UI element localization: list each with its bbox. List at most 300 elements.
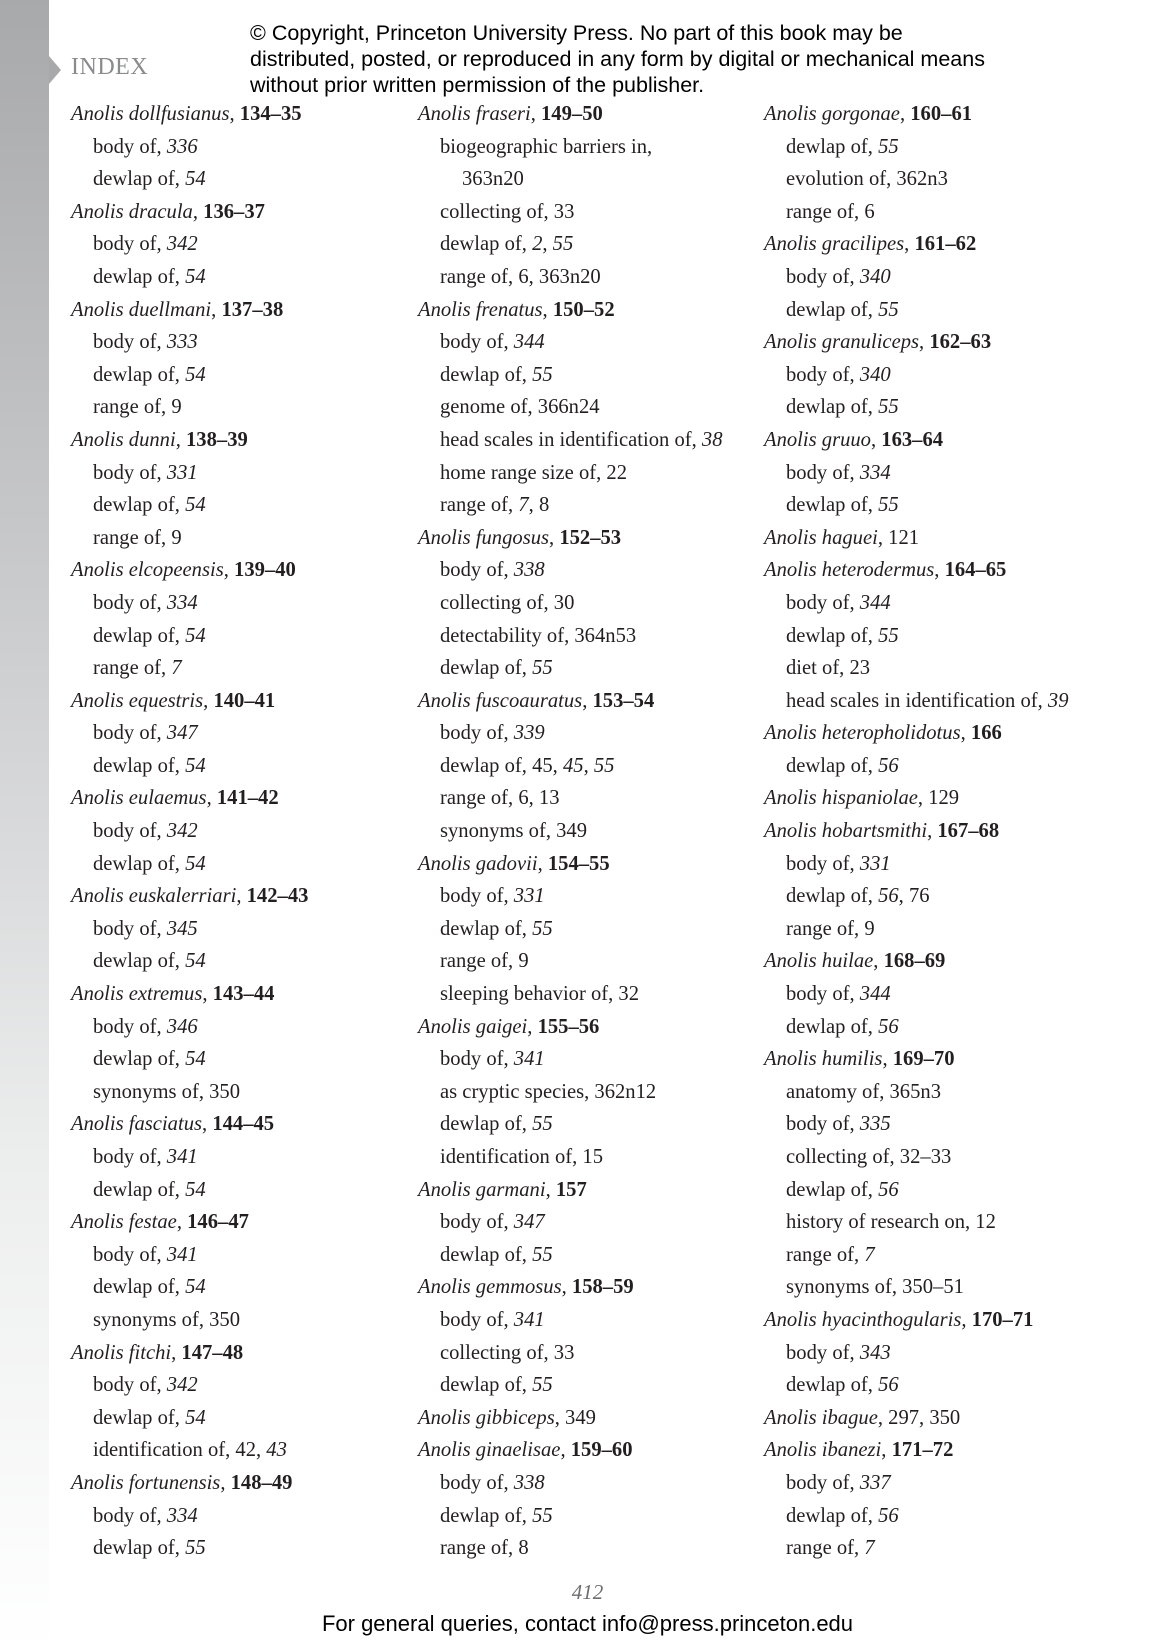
italic-text: Anolis hyacinthogularis <box>764 1308 962 1331</box>
entry-text: dewlap of, <box>786 494 879 517</box>
index-subentry <box>418 1141 723 1174</box>
index-main-entry <box>764 717 1069 750</box>
entry-text: dewlap of, <box>786 298 879 321</box>
italic-text: 54 <box>185 168 206 191</box>
entry-text: , <box>202 1113 213 1136</box>
index-subentry <box>418 782 723 815</box>
index-main-entry <box>764 424 1069 457</box>
index-subentry <box>418 228 723 261</box>
index-subentry <box>71 522 308 555</box>
index-column-1 <box>71 98 308 1565</box>
entry-text: dewlap of, <box>93 1178 186 1201</box>
entry-text: synonyms of, 349 <box>440 820 588 843</box>
entry-text: body of, <box>786 265 860 288</box>
italic-text: 344 <box>513 331 545 354</box>
index-main-entry <box>71 196 308 229</box>
entry-text: dewlap of, <box>93 1276 186 1299</box>
index-subentry <box>71 1304 308 1337</box>
entry-text: body of, <box>93 1374 167 1397</box>
entry-text: body of, <box>93 1243 167 1266</box>
italic-text: 340 <box>859 265 891 288</box>
entry-text: , <box>223 559 235 582</box>
italic-text: Anolis equestris <box>71 689 204 712</box>
entry-text: , <box>904 233 915 256</box>
italic-text: 54 <box>185 624 206 647</box>
italic-text: Anolis extremus <box>71 983 203 1006</box>
index-subentry <box>71 228 308 261</box>
entry-text: anatomy of, 365n3 <box>786 1080 941 1103</box>
index-subentry <box>418 1532 723 1565</box>
entry-text: dewlap of, 45, <box>440 754 563 777</box>
entry-text: range of, 6, 363n20 <box>440 265 601 288</box>
index-subentry <box>71 1402 308 1435</box>
entry-text: , <box>549 526 560 549</box>
entry-text: body of, <box>440 331 514 354</box>
entry-text: , <box>934 559 945 582</box>
page-range: 167–68 <box>937 820 1000 843</box>
italic-text: 2 <box>532 233 543 256</box>
index-side-tab <box>0 0 49 1650</box>
italic-text: 331 <box>513 885 545 908</box>
index-main-entry <box>71 1108 308 1141</box>
entry-text: synonyms of, 350 <box>93 1308 241 1331</box>
italic-text: Anolis festae <box>71 1211 177 1234</box>
index-subentry <box>71 457 308 490</box>
index-subentry <box>71 1011 308 1044</box>
entry-text: dewlap of, <box>440 1374 533 1397</box>
page-range: 169–70 <box>892 1048 955 1071</box>
italic-text: Anolis fuscoauratus <box>418 689 583 712</box>
page-range: 162–63 <box>929 331 992 354</box>
entry-text: body of, <box>93 917 167 940</box>
entry-text: detectability of, 364n53 <box>440 624 637 647</box>
page-range: 163–64 <box>881 428 944 451</box>
index-subentry <box>71 1434 308 1467</box>
entry-text: range of, <box>786 1537 865 1560</box>
entry-text: history of research on, 12 <box>786 1211 996 1234</box>
entry-text: , <box>545 1178 556 1201</box>
index-subentry <box>764 750 1069 783</box>
italic-text: Anolis ibague <box>764 1406 878 1429</box>
page-range: 152–53 <box>559 526 622 549</box>
entry-text: dewlap of, <box>93 1406 186 1429</box>
italic-text: 342 <box>166 820 198 843</box>
index-subentry <box>71 1043 308 1076</box>
entry-text: body of, <box>786 1341 860 1364</box>
entry-text: , <box>229 103 240 125</box>
entry-text: , <box>561 1276 572 1299</box>
italic-text: 341 <box>513 1308 545 1331</box>
index-subentry <box>764 1076 1069 1109</box>
italic-text: 55 <box>185 1537 206 1560</box>
italic-text: 55 <box>552 233 574 256</box>
entry-text: range of, 9 <box>93 526 182 549</box>
italic-text: Anolis huilae <box>764 950 874 973</box>
entry-text: , <box>220 1471 231 1494</box>
entry-text: body of, <box>786 983 860 1006</box>
page-range: 141–42 <box>216 787 279 810</box>
entry-text: collecting of, 32–33 <box>786 1146 952 1168</box>
entry-text: dewlap of, <box>93 1048 186 1071</box>
entry-text: body of, <box>93 1146 167 1168</box>
index-subentry <box>764 620 1069 653</box>
index-subentry <box>764 1011 1069 1044</box>
entry-text: body of, <box>93 1015 167 1038</box>
entry-text: , <box>202 983 213 1006</box>
italic-text: 54 <box>185 1178 206 1201</box>
index-subentry <box>764 1141 1069 1174</box>
italic-text: 341 <box>513 1048 545 1071</box>
italic-text: 56 <box>878 1374 899 1397</box>
page-range: 166 <box>970 722 1002 745</box>
italic-text: 338 <box>513 1471 545 1494</box>
entry-text: dewlap of, <box>440 657 533 680</box>
index-subentry <box>764 978 1069 1011</box>
index-subentry <box>418 1206 723 1239</box>
index-subentry <box>418 620 723 653</box>
entry-text: biogeographic barriers in, <box>440 135 653 158</box>
entry-text: , <box>899 103 911 125</box>
index-subentry <box>71 261 308 294</box>
index-subentry <box>764 652 1069 685</box>
index-subentry <box>764 163 1069 196</box>
italic-text: Anolis fasciatus <box>71 1113 203 1136</box>
index-subentry <box>71 620 308 653</box>
italic-text: 342 <box>166 233 198 256</box>
entry-text: , <box>881 1439 892 1462</box>
italic-text: 55 <box>878 298 899 321</box>
page-range: 149–50 <box>541 103 603 125</box>
entry-text: dewlap of, <box>93 363 186 386</box>
index-subentry <box>764 489 1069 522</box>
italic-text: 55 <box>532 1374 553 1397</box>
index-subentry <box>71 750 308 783</box>
italic-text: Anolis gemmosus <box>418 1276 562 1299</box>
index-subentry <box>418 359 723 392</box>
entry-text: evolution of, 362n3 <box>786 168 948 191</box>
italic-text: 38 <box>701 428 723 451</box>
section-tab-arrow-icon <box>49 56 61 84</box>
entry-text: body of, <box>786 1113 860 1136</box>
italic-text: 335 <box>859 1113 891 1136</box>
italic-text: 345 <box>166 917 198 940</box>
italic-text: Anolis gracilipes <box>764 233 905 256</box>
entry-text: , <box>537 852 548 875</box>
italic-text: 55 <box>532 657 553 680</box>
italic-text: Anolis heterodermus <box>764 559 935 582</box>
page-range: 154–55 <box>547 852 610 875</box>
italic-text: Anolis haguei <box>764 526 878 549</box>
italic-text: 55 <box>532 1113 553 1136</box>
index-subentry <box>71 131 308 164</box>
entry-text: dewlap of, <box>440 917 533 940</box>
italic-text: Anolis gruuo <box>764 428 871 451</box>
index-subentry <box>418 945 723 978</box>
index-main-entry <box>764 782 1069 815</box>
italic-text: 55 <box>878 624 899 647</box>
italic-text: 54 <box>185 852 206 875</box>
index-subentry <box>71 652 308 685</box>
entry-text: collecting of, 33 <box>440 200 575 223</box>
entry-text: range of, <box>440 494 519 517</box>
footer-contact: For general queries, contact info@press.princeton.edu <box>321 1611 854 1636</box>
entry-text: range of, 9 <box>440 950 529 973</box>
italic-text: Anolis dracula <box>71 200 193 223</box>
italic-text: Anolis gadovii <box>418 852 538 875</box>
italic-text: 55 <box>532 1243 553 1266</box>
index-subentry <box>764 1500 1069 1533</box>
index-subentry <box>71 815 308 848</box>
index-main-entry <box>71 1467 308 1500</box>
entry-text: head scales in identification of, <box>786 689 1048 712</box>
entry-text: , <box>870 428 882 451</box>
italic-text: Anolis gibbiceps <box>418 1406 555 1429</box>
entry-text: genome of, 366n24 <box>440 396 600 419</box>
italic-text: 339 <box>513 722 545 745</box>
page-range: 157 <box>555 1178 587 1201</box>
index-subentry <box>418 424 723 457</box>
index-subentry <box>71 1174 308 1207</box>
italic-text: 331 <box>859 852 891 875</box>
italic-text: 344 <box>859 591 891 614</box>
index-main-entry <box>418 1011 723 1044</box>
page-range: 140–41 <box>213 689 276 712</box>
index-main-entry <box>764 815 1069 848</box>
italic-text: 347 <box>166 722 198 745</box>
entry-text: range of, 8 <box>440 1537 529 1560</box>
index-main-entry <box>71 880 308 913</box>
italic-text: Anolis fortunensis <box>71 1471 221 1494</box>
page-range: 144–45 <box>212 1113 275 1136</box>
entry-text: body of, <box>93 331 167 354</box>
entry-text: range of, 6 <box>786 200 875 223</box>
index-main-entry <box>418 1434 723 1467</box>
italic-text: 55 <box>593 754 615 777</box>
italic-text: 346 <box>166 1015 198 1038</box>
entry-text: body of, <box>440 1471 514 1494</box>
page-range: 139–40 <box>234 559 296 582</box>
italic-text: 342 <box>166 1374 198 1397</box>
entry-text: body of, <box>93 461 167 484</box>
index-main-entry <box>418 522 723 555</box>
italic-text: 54 <box>185 1048 206 1071</box>
index-subentry <box>764 685 1069 718</box>
entry-text: dewlap of, <box>440 1113 533 1136</box>
entry-text: dewlap of, <box>93 754 186 777</box>
entry-text: dewlap of, <box>93 950 186 973</box>
index-column-3 <box>764 98 1069 1565</box>
italic-text: Anolis gaigei <box>418 1015 528 1038</box>
entry-text: , <box>873 950 884 973</box>
page-range: 143–44 <box>212 983 275 1006</box>
entry-text: body of, <box>786 591 860 614</box>
entry-text: body of, <box>93 135 167 158</box>
entry-text: body of, <box>440 1211 514 1234</box>
entry-text: range of, 9 <box>93 396 182 419</box>
entry-text: dewlap of, <box>786 1178 879 1201</box>
page-range: 171–72 <box>891 1439 954 1462</box>
italic-text: Anolis hispaniolae <box>764 787 918 810</box>
page-range: 146–47 <box>187 1211 249 1234</box>
index-subentry <box>764 196 1069 229</box>
page-range: 136–37 <box>203 200 265 223</box>
index-subentry <box>764 1337 1069 1370</box>
index-subentry <box>71 1500 308 1533</box>
entry-text: body of, <box>440 885 514 908</box>
index-subentry <box>764 391 1069 424</box>
index-subentry <box>71 913 308 946</box>
page-range: 168–69 <box>883 950 946 973</box>
index-subentry <box>71 1141 308 1174</box>
running-head: INDEX <box>71 54 149 80</box>
index-subentry <box>764 294 1069 327</box>
index-subentry <box>418 391 723 424</box>
index-subentry <box>764 1108 1069 1141</box>
italic-text: 54 <box>185 754 206 777</box>
entry-text: body of, <box>440 1048 514 1071</box>
italic-text: Anolis fraseri <box>418 103 531 125</box>
italic-text: Anolis fitchi <box>71 1341 172 1364</box>
entry-text: synonyms of, 350 <box>93 1080 241 1103</box>
italic-text: 347 <box>513 1211 545 1234</box>
entry-text: body of, <box>440 559 514 582</box>
page-range: 134–35 <box>239 103 302 125</box>
italic-text: 56 <box>878 1015 899 1038</box>
entry-text: body of, <box>786 852 860 875</box>
entry-text: as cryptic species, 362n12 <box>440 1080 657 1103</box>
italic-text: 337 <box>859 1471 891 1494</box>
index-main-entry <box>764 98 1069 131</box>
index-subentry <box>418 1304 723 1337</box>
italic-text: 54 <box>185 1276 206 1299</box>
italic-text: Anolis eulaemus <box>71 787 207 810</box>
italic-text: Anolis dunni <box>71 428 176 451</box>
entry-text: , <box>960 722 971 745</box>
entry-text: dewlap of, <box>93 494 186 517</box>
entry-text: dewlap of, <box>440 1243 533 1266</box>
italic-text: 7 <box>864 1243 875 1266</box>
index-main-entry <box>764 326 1069 359</box>
italic-text: 55 <box>878 396 899 419</box>
italic-text: 54 <box>185 265 206 288</box>
italic-text: 338 <box>513 559 545 582</box>
index-subentry <box>418 652 723 685</box>
index-main-entry <box>418 1174 723 1207</box>
italic-text: 54 <box>185 363 206 386</box>
italic-text: Anolis euskalerriari <box>71 885 237 908</box>
index-main-entry <box>71 1206 308 1239</box>
page-number: 412 <box>571 1580 604 1604</box>
italic-text: 340 <box>859 363 891 386</box>
index-subentry <box>418 750 723 783</box>
index-subentry <box>71 391 308 424</box>
index-main-entry <box>418 685 723 718</box>
italic-text: 56 <box>878 885 899 908</box>
index-main-entry <box>418 1402 723 1435</box>
index-subentry <box>418 261 723 294</box>
italic-text: 333 <box>166 331 198 354</box>
entry-text: body of, <box>93 1504 167 1527</box>
entry-text: collecting of, 30 <box>440 591 575 614</box>
italic-text: Anolis ibanezi <box>764 1439 882 1462</box>
entry-text: , 121 <box>877 526 920 549</box>
entry-text: diet of, 23 <box>786 657 871 680</box>
entry-text: , <box>206 787 217 810</box>
page-range: 160–61 <box>910 103 973 125</box>
entry-text: range of, <box>93 657 172 680</box>
page-range: 158–59 <box>571 1276 634 1299</box>
page-range: 138–39 <box>186 428 248 451</box>
entry-text: body of, <box>440 1308 514 1331</box>
entry-text: synonyms of, 350–51 <box>786 1276 964 1299</box>
italic-text: 7 <box>518 494 529 517</box>
entry-text: home range size of, 22 <box>440 461 627 484</box>
entry-text: body of, <box>786 363 860 386</box>
italic-text: Anolis humilis <box>764 1048 883 1071</box>
entry-text: body of, <box>440 722 514 745</box>
italic-text: 334 <box>166 1504 198 1527</box>
entry-text: , <box>176 1211 188 1234</box>
entry-text: dewlap of, <box>786 624 879 647</box>
entry-text: dewlap of, <box>93 265 186 288</box>
page-range: 170–71 <box>971 1308 1034 1331</box>
index-main-entry <box>71 782 308 815</box>
copyright-notice: © Copyright, Princeton University Press. No part of this book may be distributed, posted, or reproduced in any form by digital or mechanical means without prior written permission of the publisher. <box>250 21 985 97</box>
index-subentry <box>418 587 723 620</box>
page-range: 147–48 <box>181 1341 244 1364</box>
index-subentry <box>71 163 308 196</box>
index-main-entry <box>418 1271 723 1304</box>
entry-text: , 297, 350 <box>877 1406 961 1429</box>
entry-text: sleeping behavior of, 32 <box>440 983 640 1006</box>
entry-text: dewlap of, <box>786 754 879 777</box>
entry-text: dewlap of, <box>786 1374 879 1397</box>
italic-text: Anolis dollfusianus <box>71 103 230 125</box>
entry-text: , <box>927 820 938 843</box>
italic-text: 54 <box>185 494 206 517</box>
index-main-entry <box>764 1043 1069 1076</box>
index-subentry <box>418 978 723 1011</box>
index-subentry <box>418 196 723 229</box>
entry-text: , <box>882 1048 893 1071</box>
entry-text: , <box>582 689 593 712</box>
index-subentry <box>418 815 723 848</box>
italic-text: 7 <box>864 1537 875 1560</box>
italic-text: Anolis gorgonae <box>764 103 900 125</box>
entry-text: body of, <box>93 820 167 843</box>
index-main-entry <box>764 1434 1069 1467</box>
entry-text: , 129 <box>917 787 960 810</box>
entry-text: dewlap of, <box>786 396 879 419</box>
entry-text: head scales in identification of, <box>440 428 702 451</box>
index-subentry <box>71 489 308 522</box>
entry-text: dewlap of, <box>786 885 879 908</box>
index-main-entry <box>71 1337 308 1370</box>
page-range: 148–49 <box>230 1471 293 1494</box>
italic-text: 336 <box>166 135 198 158</box>
italic-text: 55 <box>878 494 899 517</box>
italic-text: 54 <box>185 950 206 973</box>
index-column-2 <box>418 98 723 1565</box>
index-subentry <box>764 1239 1069 1272</box>
italic-text: 56 <box>878 1504 899 1527</box>
index-main-entry <box>418 848 723 881</box>
italic-text: Anolis elcopeensis <box>71 559 224 582</box>
italic-text: 341 <box>166 1146 198 1168</box>
index-subentry <box>71 848 308 881</box>
page-range: 150–52 <box>552 298 615 321</box>
page-range: 161–62 <box>914 233 977 256</box>
